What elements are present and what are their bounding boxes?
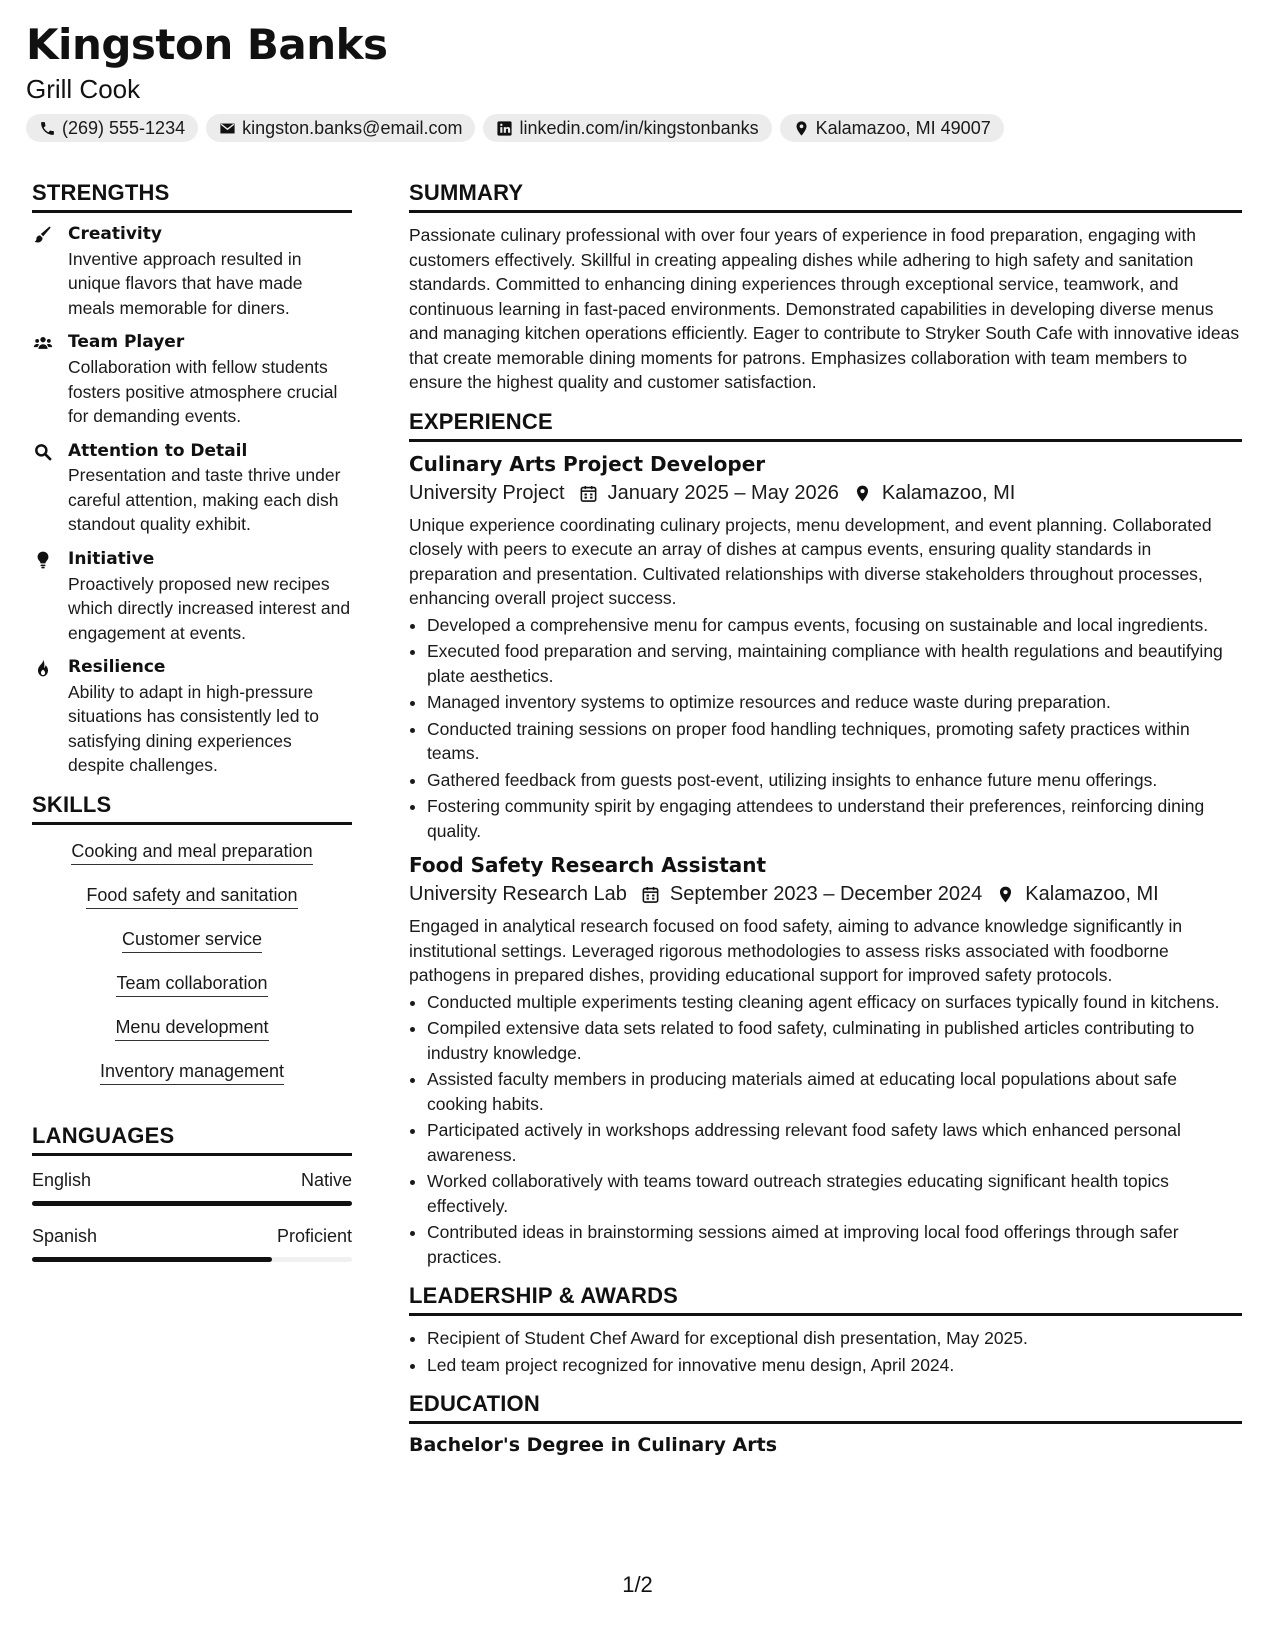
award-item: • Led team project recognized for innovative menu design, April 2024. [427,1353,1242,1378]
job-bullet: • Conducted training sessions on proper food handling techniques, promoting safety practices within teams. [427,717,1242,766]
award-item: • Recipient of Student Chef Award for exceptional dish presentation, May 2025. [427,1326,1242,1351]
language-item [32,1170,352,1206]
strengths-heading: STRENGTHS [32,180,352,213]
job-title-heading: Grill Cook [26,74,141,104]
linkedin-icon [496,120,513,137]
job-location: Kalamazoo, MI [881,481,1016,504]
contact-linkedin-text: linkedin.com/in/kingstonbanks [519,117,759,138]
education-degree: Bachelor's Degree in Culinary Arts [409,1434,778,1456]
proficiency-bar [32,1201,352,1206]
phone-icon [39,120,56,137]
strength-item [32,440,352,537]
summary-heading: SUMMARY [409,180,1242,213]
strength-title: Initiative [68,548,155,569]
job-meta [409,482,1242,505]
job-description: Unique experience coordinating culinary projects, menu development, and event planning. Collaborated closely with peers to execute an array of dishes at campus events, ensuring quality standards in preparation and presentation. Cultivated relationships with diverse stakeholders throughout processes, enhancing overall project success. [409,514,1212,608]
summary-text: Passionate culinary professional with over four years of experience in food preparation, engaging with customers effectively. Skillful in creating appealing dishes while adhering to high safety and sanitation standards. Committed to enhancing dining experiences through exceptional service, teamwork, and continuous learning in fast-paced environments. Demonstrated capabilities in developing diverse menus and managing kitchen operations efficiently. Eager to contribute to Stryker South Cafe with innovative ideas that create memorable dining moments for patrons. Emphasizes collaboration with team members to ensure the highest quality and customer satisfaction. [409,225,1240,392]
skill-tag: Customer service [122,929,262,953]
contact-bar [26,114,1004,142]
strength-desc: Presentation and taste thrive under careful attention, making each dish standout quality exhibit. [68,465,341,535]
job-bullets [409,990,1242,1270]
job-bullet: • Conducted multiple experiments testing cleaning agent efficacy on surfaces typically found in kitchens. [427,990,1242,1015]
envelope-icon [219,120,236,137]
contact-location[interactable] [780,114,1004,142]
map-pin-icon [853,484,872,503]
search-icon [33,442,53,462]
left-column [32,180,352,1282]
job-dates: January 2025 – May 2026 [607,481,839,504]
language-level: Proficient [276,1225,352,1246]
strength-desc: Ability to adapt in high-pressure situations has consistently led to satisfying dining experiences despite challenges. [68,681,319,776]
lightbulb-icon [33,550,53,570]
job-bullet: • Compiled extensive data sets related to food safety, culminating in published articles contributing to industry knowledge. [427,1016,1242,1065]
language-item [32,1226,352,1262]
strength-title: Resilience [68,657,166,678]
job-entry [409,452,1242,844]
job-title: Culinary Arts Project Developer [409,451,766,476]
calendar-icon [579,484,598,503]
calendar-icon [641,885,660,904]
skill-tag: Menu development [115,1017,268,1041]
contact-phone-text: (269) 555-1234 [62,117,186,138]
job-bullet: • Managed inventory systems to optimize resources and reduce waste during preparation. [427,690,1242,715]
job-bullet: • Contributed ideas in brainstorming sessions aimed at improving local food offerings through safer practices. [427,1220,1242,1269]
contact-email[interactable] [206,114,475,142]
contact-location-text: Kalamazoo, MI 49007 [815,117,991,138]
contact-phone[interactable] [26,114,198,142]
proficiency-bar-fill [32,1201,352,1206]
job-meta [409,883,1242,906]
job-title: Food Safety Research Assistant [409,853,767,877]
job-dates: September 2023 – December 2024 [669,883,983,905]
right-column [409,180,1242,1456]
skills-list [32,835,352,1085]
strength-item [32,331,352,428]
job-bullet: • Fostering community spirit by engaging attendees to understand their preferences, reinforcing dining quality. [427,794,1242,843]
strength-title: Creativity [68,224,162,244]
experience-heading: EXPERIENCE [409,409,1242,442]
job-description: Engaged in analytical research focused on food safety, aiming to advance knowledge significantly in institutional settings. Leveraged rigorous methodologies to assess risks associated with foodborne pathogens in prepared dishes, providing educational support for improved safety protocols. [409,916,1183,985]
language-level: Native [300,1169,352,1190]
map-pin-icon [996,885,1015,904]
contact-email-text: kingston.banks@email.com [242,117,463,138]
job-bullets [409,613,1242,844]
language-name: Spanish [32,1225,98,1246]
contact-linkedin[interactable] [483,114,771,142]
users-icon [33,333,53,353]
leadership-heading: LEADERSHIP & AWARDS [409,1283,1242,1316]
proficiency-bar [32,1257,352,1262]
skill-tag: Food safety and sanitation [86,885,297,909]
map-pin-icon [793,120,810,137]
strength-title: Team Player [68,332,185,353]
leadership-list [409,1326,1242,1377]
strength-item [32,548,352,645]
skill-tag: Inventory management [100,1061,284,1085]
strength-item [32,656,352,778]
brush-icon [33,225,53,245]
skills-heading: SKILLS [32,792,352,825]
job-bullet: • Assisted faculty members in producing materials aimed at educating local populations about safe cooking habits. [427,1067,1242,1116]
job-bullet: • Executed food preparation and serving, maintaining compliance with health regulations and beautifying plate aesthetics. [427,639,1242,688]
job-bullet: • Participated actively in workshops addressing relevant food safety laws which enhanced personal awareness. [427,1118,1242,1167]
languages-heading: LANGUAGES [32,1123,352,1156]
job-org: University Research Lab [409,883,627,905]
job-bullet: • Worked collaboratively with teams toward outreach strategies educating significant health topics effectively. [427,1169,1242,1218]
skill-tag: Team collaboration [116,973,267,997]
strength-desc: Collaboration with fellow students fosters positive atmosphere crucial for demanding events. [68,357,338,427]
job-location: Kalamazoo, MI [1025,883,1159,905]
page-number: 1/2 [622,1572,653,1597]
proficiency-bar-fill [32,1257,272,1262]
job-bullet: • Developed a comprehensive menu for campus events, focusing on sustainable and local ingredients. [427,613,1242,638]
job-org: University Project [409,481,565,504]
fire-icon [33,658,53,678]
language-name: English [32,1169,92,1190]
job-bullet: • Gathered feedback from guests post-event, utilizing insights to enhance future menu offerings. [427,768,1242,793]
strength-desc: Proactively proposed new recipes which directly increased interest and engagement at events. [68,573,351,643]
job-entry [409,853,1242,1269]
candidate-name: Kingston Banks [26,20,388,69]
strength-desc: Inventive approach resulted in unique flavors that have made meals memorable for diners. [68,248,303,318]
strength-item [32,223,352,320]
education-heading: EDUCATION [409,1391,1242,1424]
strength-title: Attention to Detail [68,440,248,461]
skill-tag: Cooking and meal preparation [71,841,312,865]
